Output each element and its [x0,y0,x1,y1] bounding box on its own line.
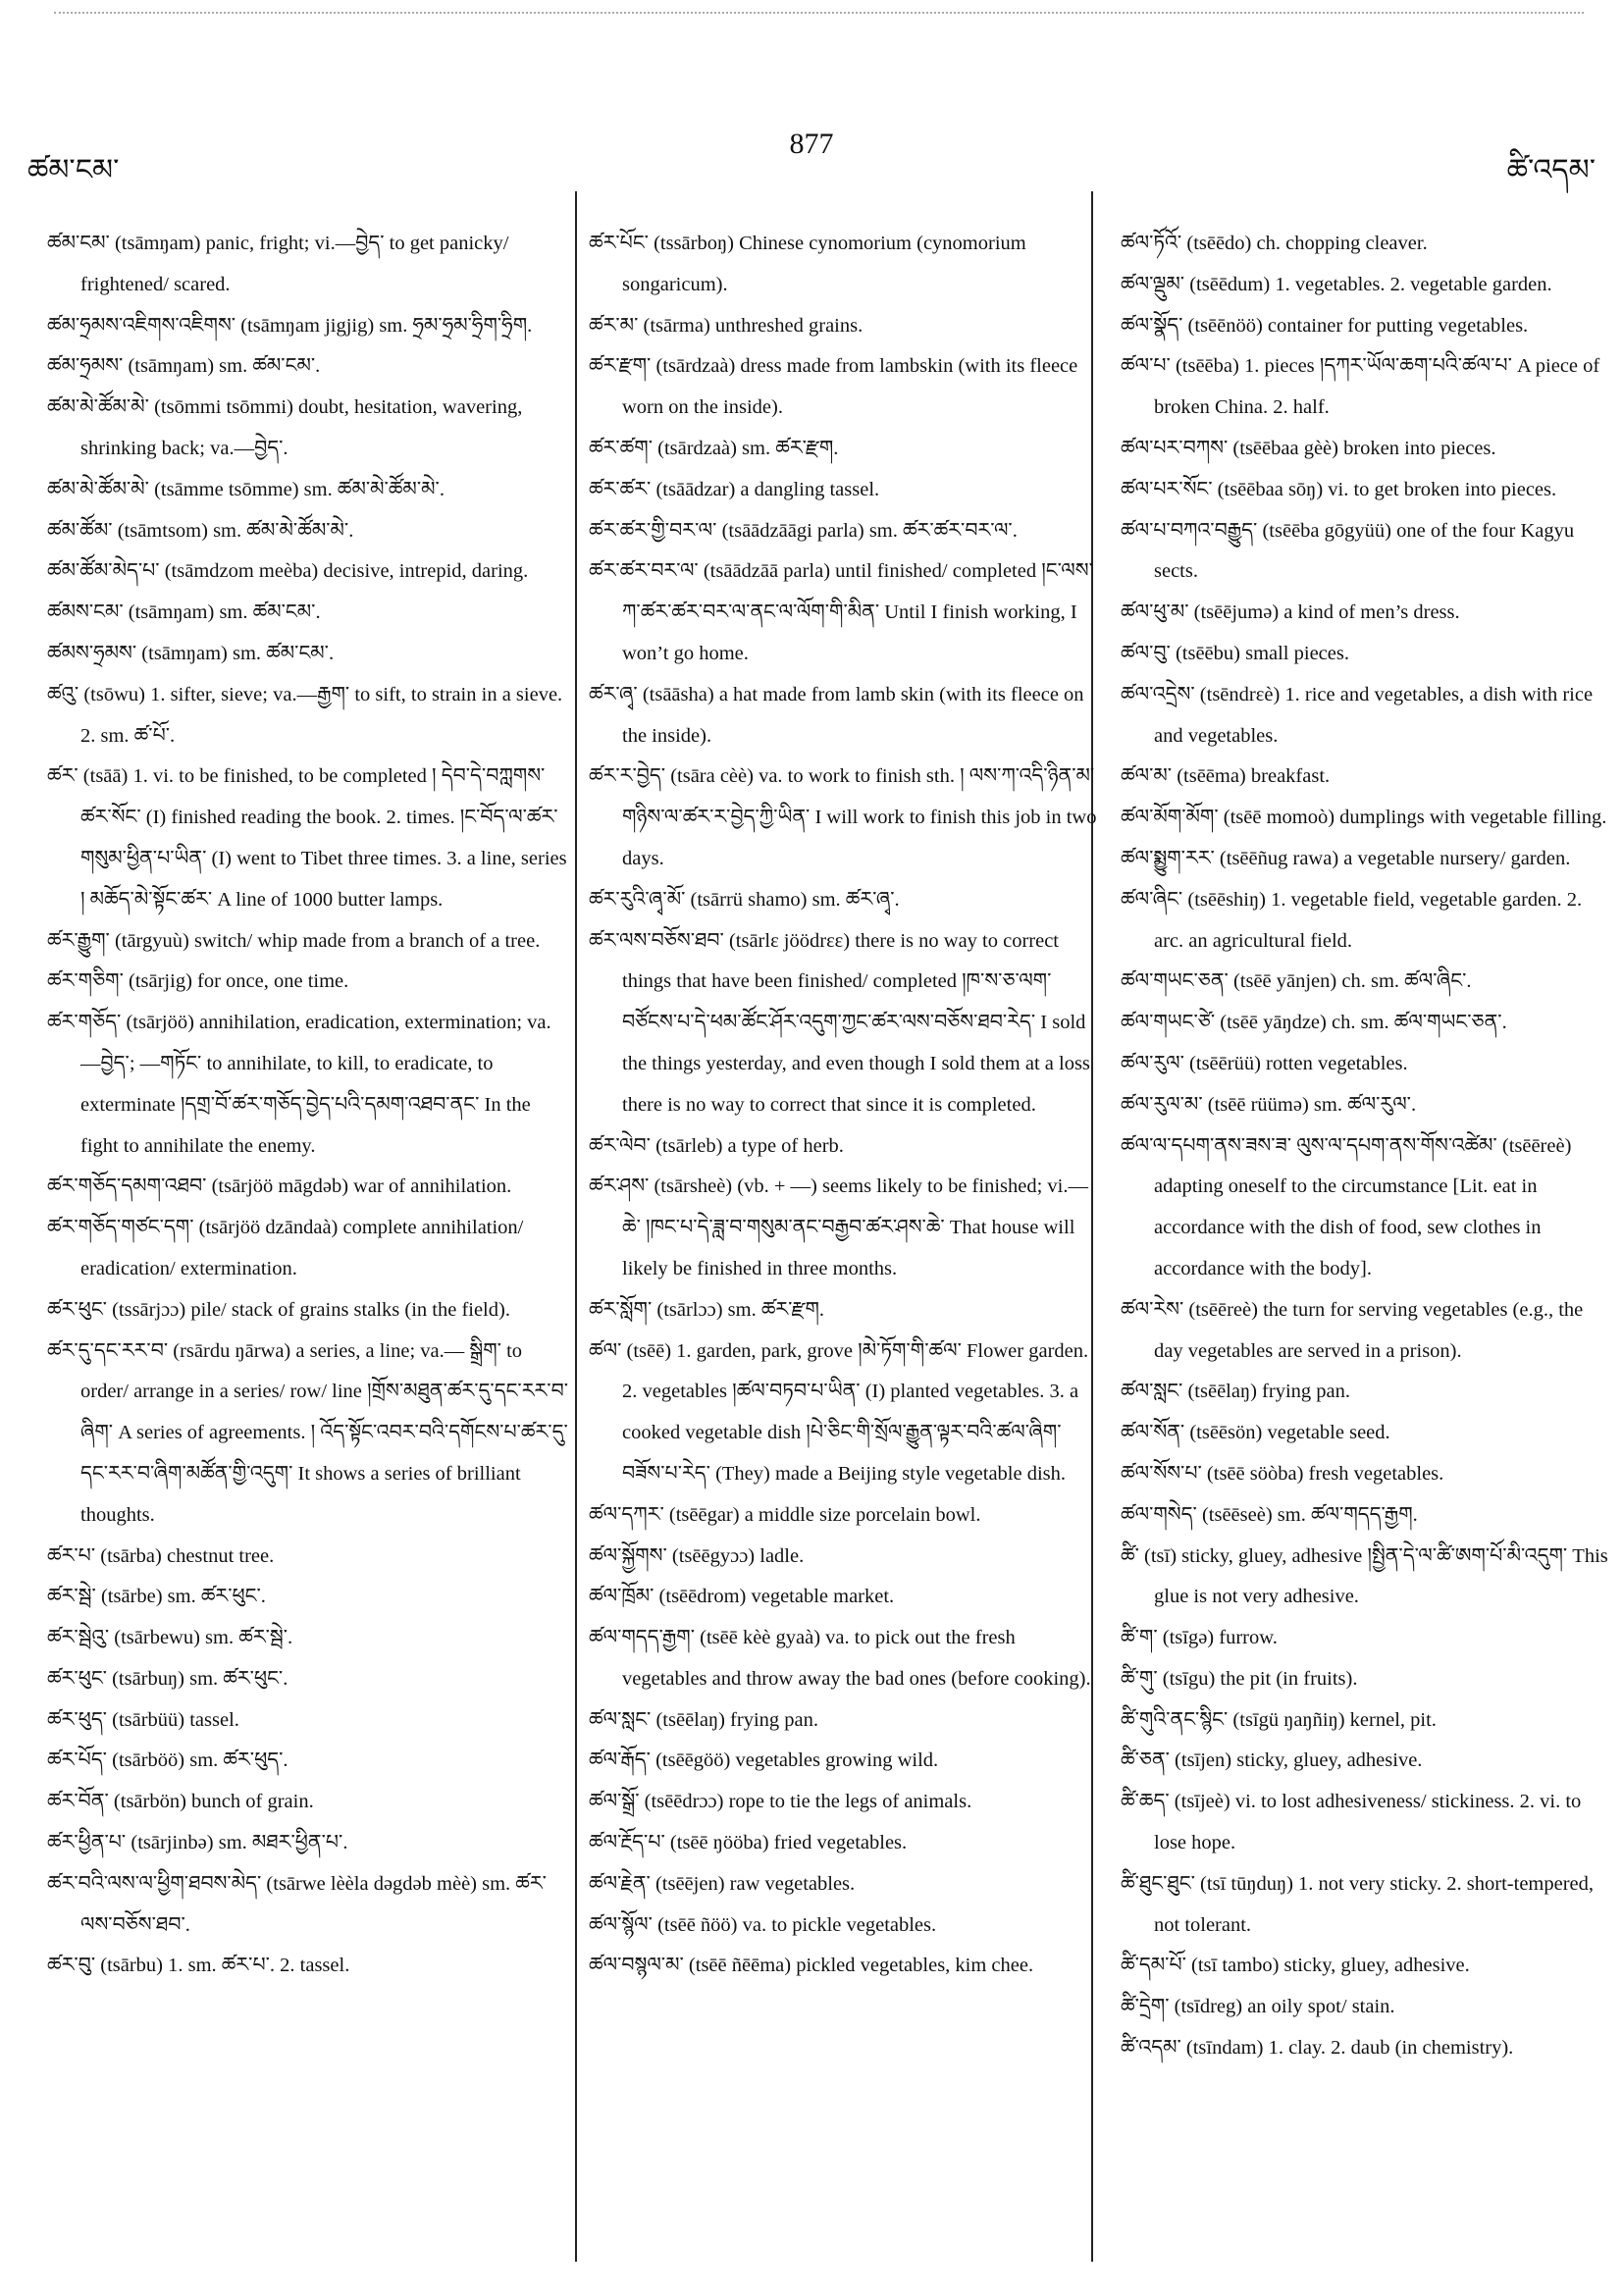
guide-word-right: ཚི་འདམ་ [1506,154,1596,186]
dictionary-entry: ཚལ་རྒོད་ (tsēēgöö) vegetables growing wild. [589,1749,939,1772]
dictionary-entry: ཚམ་ངམ་ (tsāmŋam) panic, fright; vi.—བྱེད་ to get panicky/ frightened/ scared. [47,233,509,295]
dictionary-entry: ཚར་ར་བྱེད་ (tsāra cèè) va. to work to finish sth. ། ལས་ཀ་འདི་ཉིན་མ་གཉིས་ལ་ཚར་ར་བྱེད་ཀྱི་ཡིན་ I will work to finish this job in two days. [589,765,1097,869]
dictionary-entry: ཚར་ཚག་ (tsārdzaà) sm. ཚར་རྫག. [589,437,839,459]
dictionary-entry: ཚལ་སྣོད་ (tsēēnöö) container for putting vegetables. [1121,314,1529,337]
dictionary-entry: ཚར་གཅོད་དམག་འཐབ་ (tsārjöö māgdəb) war of annihilation. [47,1175,512,1198]
dictionary-entry: ཚར་ཚར་ (tsāādzar) a dangling tassel. [589,478,880,500]
dictionary-entry: ཚལ་མ་ (tsēēma) breakfast. [1121,765,1331,788]
dictionary-entry: ཚལ་བསྙལ་མ་ (tsēē ñēēma) pickled vegetables, kim chee. [589,1955,1034,1977]
dictionary-entry: ཚར་ཤས་ (tsārsheè) (vb. + —) seems likely to be finished; vi.—ཆེ་ །ཁང་པ་དེ་ཟླ་བ་གསུམ་ནང་བརྒྱབ་ཚར་ཤས་ཆེ་ That house will likely be finished in three months. [589,1175,1088,1279]
dictionary-entry: ཚར་ཕྱིན་པ་ (tsārjinbə) sm. མཐར་ཕྱིན་པ་. [47,1832,348,1854]
dictionary-entry: ཚམ་ཧྲམས་འཇིགས་འཇིགས་ (tsāmŋam jigjig) sm. ཧྲམ་ཧྲམ་ཧྲིག་ཧྲིག. [47,314,533,337]
dictionary-entry: ཚལ་གཡང་ཙེ་ (tsēē yāŋdze) ch. sm. ཚལ་གཡང་ཅན་. [1121,1012,1507,1034]
dictionary-entry: ཚར་རུའི་ཞྭ་མོ་ (tsārrü shamo) sm. ཚར་ཞྭ་. [589,888,900,911]
dictionary-entry: ཚར་གཅོད་གཙང་དག་ (tsārjöö dzāndaà) complete annihilation/ eradication/ extermination. [47,1217,524,1279]
top-edge-dots [54,12,1584,14]
dictionary-entry: ཚལ་གདད་རྒྱག་ (tsēē kèè gyaà) va. to pick out the fresh vegetables and throw away the bad ones (before cooking). [589,1627,1091,1690]
dictionary-entry: ཚམ་ཚོམ་ (tsāmtsom) sm. ཚམ་མེ་ཚོམ་མེ་. [47,519,354,542]
dictionary-entry: ཚི་ཐུང་ཐུང་ (tsī tūŋduŋ) 1. not very sticky. 2. short-tempered, not tolerant. [1121,1872,1595,1936]
page-number: 877 [789,128,834,160]
dictionary-entry: ཚར་སློག་ (tsārlɔɔ) sm. ཚར་རྫག. [589,1298,825,1321]
dictionary-entry: ཚར་ལས་བཅོས་ཐབ་ (tsārlε jöödrεε) there is no way to correct things that have been finished/ completed །ཁ་ས་ཅ་ལག་བཙོངས་པ་དེ་ཕམ་ཚོང་ཤོར་འདུག་ཀྱང་ཚར་ལས་བཅོས་ཐབ་རེད་ I sold the things yesterday, and even though I sold them at a loss there is no way to correct that since it is completed. [589,929,1090,1116]
dictionary-entry: ཚར་རྫག་ (tsārdzaà) dress made from lambskin (with its fleece worn on the inside). [589,355,1078,419]
dictionary-entry: ཚམ་མེ་ཚོམ་མེ་ (tsōmmi tsōmmi) doubt, hesitation, wavering, shrinking back; va.—བྱེད་. [47,396,523,459]
dictionary-entry: ཚལ་ཁྲོམ་ (tsēēdrom) vegetable market. [589,1586,895,1608]
dictionary-entry: ཚལ་པ་ (tsēēba) 1. pieces །དཀར་ཡོལ་ཆག་པའི་ཚལ་པ་ A piece of broken China. 2. half. [1121,355,1600,419]
dictionary-entry: ཚལ་ལ་དཔག་ནས་ཟས་ཟ་ ལུས་ལ་དཔག་ནས་གོས་འཚེམ་ (tsēēreè) adapting oneself to the circumstance [Lit. eat in accordance with the dish of food, sew clothes in accordance with the body]. [1121,1134,1572,1279]
dictionary-entry: ཚལ་འདྲེས་ (tsēndrεè) 1. rice and vegetables, a dish with rice and vegetables. [1121,683,1594,747]
dictionary-entry: ཚམས་ངམ་ (tsāmŋam) sm. ཚམ་ངམ་. [47,601,321,624]
dictionary-entry: ཚལ་སླང་ (tsēēlaŋ) frying pan. [589,1708,819,1731]
dictionary-entry: ཚལ་སོས་པ་ (tsēē söòba) fresh vegetables. [1121,1462,1444,1485]
column-divider [575,191,577,2262]
dictionary-entry: ཚལ་པར་བཀས་ (tsēēbaa gèè) broken into pieces. [1121,437,1496,459]
dictionary-entry: ཚལ་སྒྲོ་ (tsēēdrɔɔ) rope to tie the legs of animals. [589,1791,972,1813]
dictionary-entry: ཚའུ་ (tsōwu) 1. sifter, sieve; va.—རྒྱག་ to sift, to strain in a sieve. 2. sm. ཚ་པོ་. [47,683,563,747]
dictionary-entry: ཚལ་བུ་ (tsēēbu) small pieces. [1121,642,1349,664]
dictionary-entry: ཚལ་རེས་ (tsēēreè) the turn for serving vegetables (e.g., the day vegetables are served in a prison). [1121,1298,1584,1362]
dictionary-entry: ཚར་པ་ (tsārba) chestnut tree. [47,1544,275,1567]
dictionary-entry: ཚི་ (tsī) sticky, gluey, adhesive །སྤྱིན་དེ་ལ་ཚི་ཨག་པོ་མི་འདུག་ This glue is not very adhesive. [1121,1544,1608,1608]
dictionary-entry: ཚལ་ཕུ་མ་ (tsēējumə) a kind of men’s dress. [1121,601,1460,624]
dictionary-entry: ཚལ་རྔོད་པ་ (tsēē ŋööba) fried vegetables. [589,1832,908,1854]
dictionary-entry: ཚལ་སྐྱོགས་ (tsēēgyɔɔ) ladle. [589,1544,805,1567]
dictionary-entry: ཚར་ཕུད་ (tsārbüü) tassel. [47,1708,239,1731]
dictionary-entry: ཚི་དམ་པོ་ (tsī tambo) sticky, gluey, adhesive. [1121,1955,1470,1977]
dictionary-entry: ཚལ་རྗེན་ (tsēējen) raw vegetables. [589,1872,856,1895]
dictionary-entry: ཚལ་པར་སོང་ (tsēēbaa sōŋ) vi. to get broken into pieces. [1121,478,1557,500]
dictionary-entry: ཚལ་རུལ་མ་ (tsēē rüümə) sm. ཚལ་རུལ་. [1121,1093,1417,1116]
dictionary-entry: ཚམ་ཧྲམས་ (tsāmŋam) sm. ཚམ་ངམ་. [47,355,321,378]
dictionary-entry: ཚམ་མེ་ཚོམ་མེ་ (tsāmme tsōmme) sm. ཚམ་མེ་ཚོམ་མེ་. [47,478,445,500]
dictionary-entry: ཚལ་རུལ་ (tsēērüü) rotten vegetables. [1121,1052,1408,1074]
dictionary-entry: ཚལ་དཀར་ (tsēēgar) a middle size porcelain bowl. [589,1503,981,1526]
dictionary-entry: ཚར་བུ་ (tsārbu) 1. sm. ཚར་པ་. 2. tassel. [47,1955,350,1977]
dictionary-entry: ཚམས་ཧྲམས་ (tsāmŋam) sm. ཚམ་ངམ་. [47,642,335,664]
dictionary-entry: ཚི་ག་ (tsīgə) furrow. [1121,1627,1278,1649]
dictionary-entry: ཚར་པོད་ (tsārböö) sm. ཚར་ཕུད་. [47,1749,288,1772]
dictionary-entry: ཚར་གཅོད་ (tsārjöö) annihilation, eradication, extermination; va.—བྱེད་; —གཏོང་ to annihilate, to kill, to eradicate, to exterminate །དགྲ་བོ་ཚར་གཅོད་བྱེད་པའི་དམག་འཐབ་ནང་ In the fight to annihilate the enemy. [47,1012,551,1157]
dictionary-entry: ཚི་དྲེག་ (tsīdreg) an oily spot/ stain. [1121,1996,1395,2018]
dictionary-entry: ཚལ་གསེད་ (tsēēseè) sm. ཚལ་གདད་རྒྱག. [1121,1503,1418,1526]
dictionary-entry: ཚི་ཅན་ (tsījen) sticky, gluey, adhesive. [1121,1749,1423,1772]
guide-word-left: ཚམ་ངམ་ [27,154,120,186]
dictionary-entry: ཚར་སྦེ་ (tsārbe) sm. ཚར་ཕུང་. [47,1586,266,1608]
dictionary-entry: ཚར་ཕུང་ (tsārbuŋ) sm. ཚར་ཕུང་. [47,1667,288,1690]
column-1 [47,224,569,1987]
dictionary-entry: ཚར་པོང་ (tssārboŋ) Chinese cynomorium (cynomorium songaricum). [589,233,1026,295]
dictionary-entry: ཚར་སྦེའུ་ (tsārbewu) sm. ཚར་སྦེ་. [47,1627,293,1649]
dictionary-entry: ཚི་གུ་ (tsīgu) the pit (in fruits). [1121,1667,1358,1690]
dictionary-entry: ཚར་མ་ (tsārma) unthreshed grains. [589,314,864,337]
column-2 [589,224,1104,1987]
dictionary-entry: ཚལ་སྙོལ་ (tsēē ñöö) va. to pickle vegetables. [589,1913,937,1936]
dictionary-entry: ཚར་ལེབ་ (tsārleb) a type of herb. [589,1134,844,1157]
dictionary-entry: ཚར་དུ་དང་རར་བ་ (rsārdu ŋārwa) a series, a line; va.— སྒྲིག་ to order/ arrange in a series/ row/ line །གྲོས་མཐུན་ཚར་དུ་དང་རར་བ་ཞིག་ A series of agreements. ། འོད་སྟོང་འབར་བའི་དགོངས་པ་ཚར་དུ་དང་རར་བ་ཞིག་མཚོན་གྱི་འདུག་ It shows a series of brilliant thoughts. [47,1339,569,1526]
dictionary-entry: ཚར་གཅིག་ (tsārjig) for once, one time. [47,970,349,993]
column-3 [1121,224,1611,2069]
dictionary-entry: ཚལ་སོན་ (tsēēsön) vegetable seed. [1121,1422,1390,1444]
dictionary-entry: ཚལ་ལྡུམ་ (tsēēdum) 1. vegetables. 2. vegetable garden. [1121,273,1552,295]
dictionary-entry: ཚར་ཚར་གྱི་བར་ལ་ (tsāādzāāgi parla) sm. ཚར་ཚར་བར་ལ་. [589,519,1018,542]
dictionary-entry: ཚི་འདམ་ (tsīndam) 1. clay. 2. daub (in chemistry). [1121,2037,1514,2060]
dictionary-entry: ཚར་བོན་ (tsārbön) bunch of grain. [47,1791,314,1813]
dictionary-entry: ཚམ་ཚོམ་མེད་པ་ (tsāmdzom meèba) decisive, intrepid, daring. [47,560,529,583]
dictionary-entry: ཚལ་ཞིང་ (tsēēshiŋ) 1. vegetable field, vegetable garden. 2. arc. an agricultural field. [1121,888,1583,952]
dictionary-entry: ཚལ་པ་བཀའ་བརྒྱུད་ (tsēēba gōgyüü) one of the four Kagyu sects. [1121,519,1575,583]
dictionary-entry: ཚར་བའི་ལས་ལ་ཕྱིག་ཐབས་མེད་ (tsārwe lèèla dəgdəb mèè) sm. ཚར་ལས་བཅོས་ཐབ་. [47,1872,547,1936]
dictionary-entry: ཚལ་གཡང་ཅན་ (tsēē yānjen) ch. sm. ཚལ་ཞིང་. [1121,970,1472,993]
dictionary-entry: ཚལ་ (tsēē) 1. garden, park, grove །མེ་ཏོག་གི་ཚལ་ Flower garden. 2. vegetables །ཚལ་བཏབ་པ་ཡིན་ (I) planted vegetables. 3. a cooked vegetable dish །པེ་ཅིང་གི་སྲོལ་རྒྱུན་ལྟར་བའི་ཚལ་ཞིག་བཟོས་པ་རེད་ (They) made a Beijing style vegetable dish. [589,1339,1089,1485]
dictionary-entry: ཚལ་སྨྱུག་རར་ (tsēēñug rawa) a vegetable nursery/ garden. [1121,847,1571,869]
dictionary-entry: ཚར་རྒྱུག་ (tārgyuù) switch/ whip made from a branch of a tree. [47,929,541,952]
dictionary-entry: ཚལ་ཏོའོ་ (tsēēdo) ch. chopping cleaver. [1121,233,1428,254]
dictionary-entry: ཚར་ཞྭ་ (tsāāsha) a hat made from lamb skin (with its fleece on the inside). [589,683,1084,747]
dictionary-entry: ཚར་ (tsāā) 1. vi. to be finished, to be completed ། དེབ་དེ་བཀླགས་ཚར་སོང་ (I) finished reading the book. 2. times. །ང་བོད་ལ་ཚར་གསུམ་ཕྱིན་པ་ཡིན་ (I) went to Tibet three times. 3. a line, series ། མཆོད་མེ་སྟོང་ཚར་ A line of 1000 butter lamps. [47,765,567,911]
dictionary-entry: ཚི་ཆད་ (tsījeè) vi. to lost adhesiveness/ stickiness. 2. vi. to lose hope. [1121,1791,1582,1854]
dictionary-entry: ཚར་ཕུང་ (tssārjɔɔ) pile/ stack of grains stalks (in the field). [47,1298,510,1321]
dictionary-entry: ཚར་ཚར་བར་ལ་ (tsāādzāā parla) until finished/ completed །ང་ལས་ཀ་ཚར་ཚར་བར་ལ་ནང་ལ་ལོག་གི་མིན་ Until I finish working, I won’t go home. [589,560,1093,664]
dictionary-entry: ཚལ་མོག་མོག་ (tsēē momoò) dumplings with vegetable filling. [1121,807,1607,829]
dictionary-entry: ཚལ་སླང་ (tsēēlaŋ) frying pan. [1121,1381,1351,1403]
dictionary-entry: ཚི་གུའི་ནང་སྙིང་ (tsīgü ŋaŋñiŋ) kernel, pit. [1121,1708,1437,1731]
